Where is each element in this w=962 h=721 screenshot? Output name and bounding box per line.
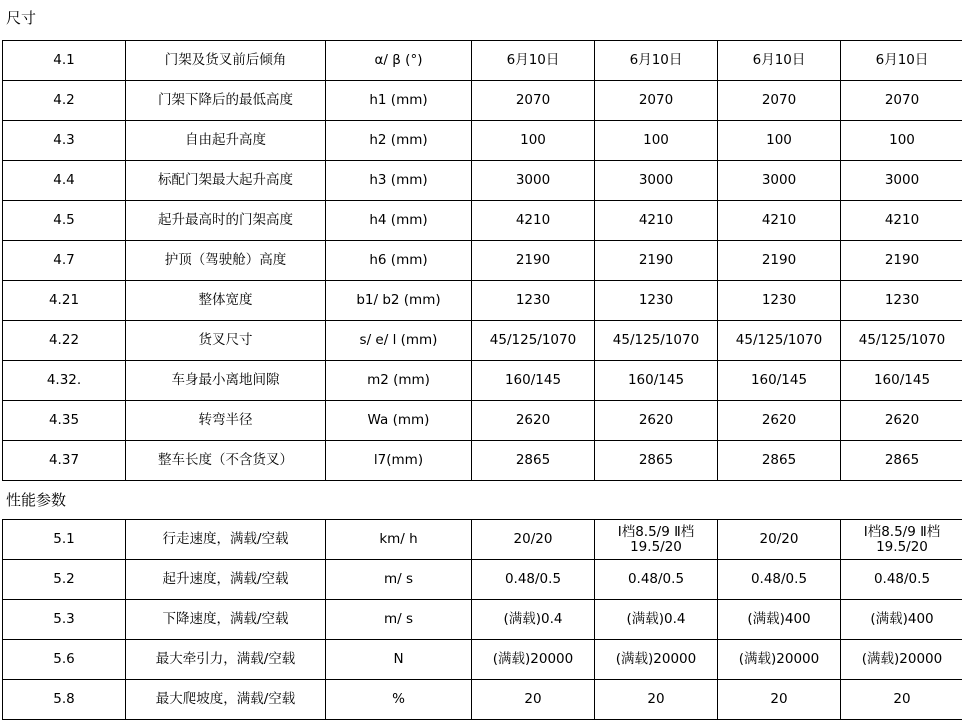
item-name-cell: 最大牵引力，满载/空载 (126, 640, 326, 680)
item-symbol-cell: h6 (mm) (326, 241, 472, 281)
value-cell-4: 160/145 (841, 361, 962, 401)
dimensions-table-body (3, 41, 962, 481)
value-cell-3: 4210 (718, 201, 841, 241)
item-symbol-cell: km/ h (326, 520, 472, 560)
item-symbol-cell: m/ s (326, 600, 472, 640)
table-row (3, 361, 962, 401)
value-cell-2: 4210 (595, 201, 718, 241)
value-cell-2: Ⅰ档8.5/9 Ⅱ档 19.5/20 (595, 520, 718, 560)
table-row (3, 81, 962, 121)
item-name-cell: 行走速度，满载/空载 (126, 520, 326, 560)
dimensions-table (2, 40, 962, 481)
value-cell-4: 2620 (841, 401, 962, 441)
value-cell-2: 2865 (595, 441, 718, 481)
table-row (3, 680, 962, 720)
value-cell-4: 2190 (841, 241, 962, 281)
value-cell-4: Ⅰ档8.5/9 Ⅱ档 19.5/20 (841, 520, 962, 560)
value-cell-3: (满载)20000 (718, 640, 841, 680)
value-cell-1: 0.48/0.5 (472, 560, 595, 600)
value-cell-3: 160/145 (718, 361, 841, 401)
value-cell-2: (满载)0.4 (595, 600, 718, 640)
value-cell-2: 2190 (595, 241, 718, 281)
value-cell-3: 2190 (718, 241, 841, 281)
item-name-cell: 护顶（驾驶舱）高度 (126, 241, 326, 281)
value-cell-1: 2190 (472, 241, 595, 281)
table-row (3, 121, 962, 161)
value-cell-3: 2865 (718, 441, 841, 481)
item-symbol-cell: h2 (mm) (326, 121, 472, 161)
item-name-cell: 下降速度，满载/空载 (126, 600, 326, 640)
value-cell-2: (满载)20000 (595, 640, 718, 680)
item-symbol-cell: h1 (mm) (326, 81, 472, 121)
value-cell-4: (满载)400 (841, 600, 962, 640)
value-cell-1: 1230 (472, 281, 595, 321)
item-number-cell: 4.21 (3, 281, 126, 321)
value-cell-3: 45/125/1070 (718, 321, 841, 361)
value-cell-1: 6月10日 (472, 41, 595, 81)
item-number-cell: 4.2 (3, 81, 126, 121)
value-cell-4: 20 (841, 680, 962, 720)
value-cell-2: 2620 (595, 401, 718, 441)
item-name-cell: 整体宽度 (126, 281, 326, 321)
table-row (3, 441, 962, 481)
value-cell-1: (满载)20000 (472, 640, 595, 680)
item-name-cell: 起升速度，满载/空载 (126, 560, 326, 600)
item-name-cell: 货叉尺寸 (126, 321, 326, 361)
value-cell-2: 1230 (595, 281, 718, 321)
value-cell-2: 20 (595, 680, 718, 720)
item-number-cell: 5.1 (3, 520, 126, 560)
item-name-cell: 自由起升高度 (126, 121, 326, 161)
item-symbol-cell: N (326, 640, 472, 680)
item-symbol-cell: Wa (mm) (326, 401, 472, 441)
value-cell-1: 20 (472, 680, 595, 720)
value-cell-3: 20/20 (718, 520, 841, 560)
item-number-cell: 4.37 (3, 441, 126, 481)
value-cell-3: 20 (718, 680, 841, 720)
item-symbol-cell: m/ s (326, 560, 472, 600)
item-name-cell: 最大爬坡度，满载/空载 (126, 680, 326, 720)
item-number-cell: 5.6 (3, 640, 126, 680)
value-cell-2: 100 (595, 121, 718, 161)
table-row (3, 201, 962, 241)
value-cell-4: 45/125/1070 (841, 321, 962, 361)
item-number-cell: 4.32. (3, 361, 126, 401)
value-cell-1: 160/145 (472, 361, 595, 401)
value-cell-1: (满载)0.4 (472, 600, 595, 640)
table-row (3, 321, 962, 361)
value-cell-3: (满载)400 (718, 600, 841, 640)
item-symbol-cell: s/ e/ l (mm) (326, 321, 472, 361)
item-number-cell: 4.7 (3, 241, 126, 281)
item-number-cell: 5.8 (3, 680, 126, 720)
value-cell-2: 0.48/0.5 (595, 560, 718, 600)
section-title-dimensions: 尺寸 (6, 9, 37, 27)
value-cell-4: 100 (841, 121, 962, 161)
item-name-cell: 转弯半径 (126, 401, 326, 441)
value-cell-1: 2865 (472, 441, 595, 481)
table-row (3, 560, 962, 600)
item-symbol-cell: h4 (mm) (326, 201, 472, 241)
value-cell-2: 2070 (595, 81, 718, 121)
value-cell-3: 2070 (718, 81, 841, 121)
value-cell-1: 100 (472, 121, 595, 161)
item-symbol-cell: m2 (mm) (326, 361, 472, 401)
value-cell-4: 0.48/0.5 (841, 560, 962, 600)
table-row (3, 640, 962, 680)
item-name-cell: 标配门架最大起升高度 (126, 161, 326, 201)
value-cell-1: 2070 (472, 81, 595, 121)
item-number-cell: 4.3 (3, 121, 126, 161)
value-cell-4: 4210 (841, 201, 962, 241)
section-title-performance: 性能参数 (6, 491, 67, 509)
value-cell-3: 2620 (718, 401, 841, 441)
table-row (3, 520, 962, 560)
value-cell-3: 1230 (718, 281, 841, 321)
item-name-cell: 车身最小离地间隙 (126, 361, 326, 401)
item-symbol-cell: α/ β (°) (326, 41, 472, 81)
value-cell-4: 6月10日 (841, 41, 962, 81)
value-cell-4: (满载)20000 (841, 640, 962, 680)
table-row (3, 241, 962, 281)
item-number-cell: 4.4 (3, 161, 126, 201)
item-number-cell: 4.22 (3, 321, 126, 361)
item-number-cell: 5.2 (3, 560, 126, 600)
value-cell-2: 45/125/1070 (595, 321, 718, 361)
performance-table-body (3, 520, 962, 720)
value-cell-1: 45/125/1070 (472, 321, 595, 361)
item-symbol-cell: b1/ b2 (mm) (326, 281, 472, 321)
table-row (3, 401, 962, 441)
value-cell-4: 2070 (841, 81, 962, 121)
value-cell-2: 3000 (595, 161, 718, 201)
value-cell-2: 160/145 (595, 361, 718, 401)
value-cell-1: 3000 (472, 161, 595, 201)
value-cell-3: 100 (718, 121, 841, 161)
value-cell-4: 1230 (841, 281, 962, 321)
value-cell-2: 6月10日 (595, 41, 718, 81)
item-name-cell: 整车长度（不含货叉） (126, 441, 326, 481)
table-row (3, 600, 962, 640)
value-cell-1: 20/20 (472, 520, 595, 560)
table-row (3, 161, 962, 201)
item-name-cell: 门架及货叉前后倾角 (126, 41, 326, 81)
value-cell-4: 3000 (841, 161, 962, 201)
value-cell-1: 2620 (472, 401, 595, 441)
performance-table (2, 519, 962, 720)
item-name-cell: 门架下降后的最低高度 (126, 81, 326, 121)
item-number-cell: 4.1 (3, 41, 126, 81)
value-cell-3: 0.48/0.5 (718, 560, 841, 600)
item-symbol-cell: h3 (mm) (326, 161, 472, 201)
item-symbol-cell: l7(mm) (326, 441, 472, 481)
table-row (3, 281, 962, 321)
item-name-cell: 起升最高时的门架高度 (126, 201, 326, 241)
value-cell-3: 3000 (718, 161, 841, 201)
value-cell-4: 2865 (841, 441, 962, 481)
item-symbol-cell: % (326, 680, 472, 720)
value-cell-3: 6月10日 (718, 41, 841, 81)
item-number-cell: 4.35 (3, 401, 126, 441)
value-cell-1: 4210 (472, 201, 595, 241)
table-row (3, 41, 962, 81)
item-number-cell: 4.5 (3, 201, 126, 241)
item-number-cell: 5.3 (3, 600, 126, 640)
